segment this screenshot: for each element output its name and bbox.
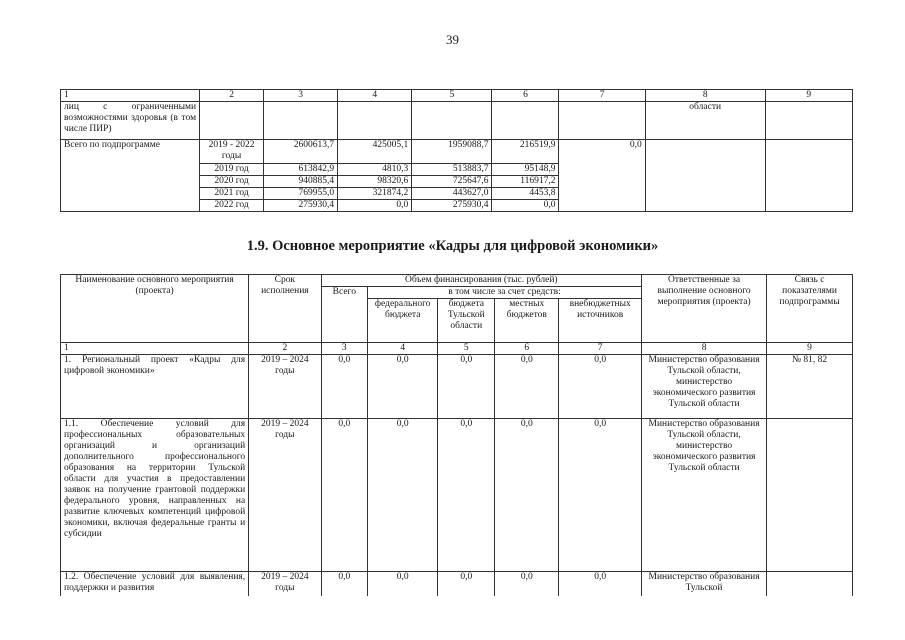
header-name: Наименование основного мероприятия (проекта) [61,275,249,343]
regional-cell: 725647,6 [412,176,492,188]
measure-name-cell: 1.2. Обеспечение условий для выявления, поддержки и развития [61,572,249,596]
federal-cell: 0,0 [368,572,438,596]
header-cell: 1 [61,90,200,102]
header-local: местных бюджетов [495,299,559,343]
header-total: Всего [321,287,368,343]
number-cell: 5 [438,343,495,355]
table-row [61,572,853,596]
extra-cell: 0,0 [559,355,642,419]
local-cell: 0,0 [495,572,559,596]
total-cell: 769955,0 [264,188,338,200]
total-cell: 2600613,7 [264,140,338,164]
empty-cell [200,102,264,140]
header-link: Связь с показателями подпрограммы [767,275,853,343]
number-cell: 2 [249,343,321,355]
header-cell: 7 [559,90,645,102]
responsible-cell: Министерство образования Тульской области, министерство экономического развития Тульской области [642,355,767,419]
total-cell: 613842,9 [264,164,338,176]
header-extra: внебюджетных источников [559,299,642,343]
total-cell: 0,0 [321,419,368,572]
measure-name-cell: 1.1. Обеспечение условий для профессиональных образовательных организаций и организаций дополнительного профессионального образования на территории Тульской области для участия в предоставлении заявок на получение грантовой поддержки федерального уровня, направленных на развитие ключевых компетенций цифровой экономики, включая федеральные гранты и субсидии [61,419,249,572]
federal-cell: 425005,1 [338,140,412,164]
regional-cell: 443627,0 [412,188,492,200]
total-cell: 940885,4 [264,176,338,188]
page-number: 39 [446,32,459,47]
extra-cell: 0,0 [559,140,645,212]
local-cell: 95148,9 [492,164,559,176]
total-cell: 0,0 [321,355,368,419]
header-cell: 5 [412,90,492,102]
link-cell: № 81, 82 [767,355,853,419]
number-cell: 1 [61,343,249,355]
empty-cell [645,140,765,212]
responsible-cell: области [645,102,765,140]
year-cell: 2021 год [200,188,264,200]
measures-table [60,274,853,596]
header-cell: 6 [492,90,559,102]
federal-cell: 0,0 [368,355,438,419]
number-cell: 3 [321,343,368,355]
header-cell: 8 [645,90,765,102]
empty-cell [765,140,852,212]
regional-cell: 0,0 [438,419,495,572]
federal-cell: 321874,2 [338,188,412,200]
number-cell: 4 [368,343,438,355]
table-row [61,355,853,419]
link-cell [767,572,853,596]
number-row [61,343,853,355]
period-cell: 2019 - 2022 годы [200,140,264,164]
period-cell: 2019 – 2024 годы [249,572,321,596]
regional-cell: 0,0 [438,355,495,419]
empty-cell [412,102,492,140]
number-cell: 7 [559,343,642,355]
year-cell: 2020 год [200,176,264,188]
header-regional: бюджета Тульской области [438,299,495,343]
table-row [61,419,853,572]
responsible-cell: Министерство образования Тульской [642,572,767,596]
local-cell: 0,0 [492,200,559,212]
empty-cell [338,102,412,140]
empty-cell [559,102,645,140]
header-including: в том числе за счет средств: [368,287,642,299]
empty-cell [264,102,338,140]
header-row [61,275,853,287]
header-cell: 3 [264,90,338,102]
regional-cell: 1959088,7 [412,140,492,164]
header-responsible: Ответственные за выполнение основного мероприятия (проекта) [642,275,767,343]
period-cell: 2019 – 2024 годы [249,355,321,419]
row-name-cell: лиц с ограниченными возможностями здоровья (в том числе ПИР) [61,102,200,140]
federal-cell: 0,0 [338,200,412,212]
federal-cell: 98320,6 [338,176,412,188]
table-header-row [61,90,853,102]
section-title: 1.9. Основное мероприятие «Кадры для цифровой экономики» [246,238,659,254]
local-cell: 4453,8 [492,188,559,200]
local-cell: 216519,9 [492,140,559,164]
regional-cell: 513883,7 [412,164,492,176]
extra-cell: 0,0 [559,419,642,572]
total-cell: 0,0 [321,572,368,596]
total-cell: 275930,4 [264,200,338,212]
header-volume: Объем финансирования (тыс. рублей) [321,275,641,287]
measure-name-cell: 1. Региональный проект «Кадры для цифровой экономики» [61,355,249,419]
regional-cell: 0,0 [438,572,495,596]
header-cell: 9 [765,90,852,102]
number-cell: 6 [495,343,559,355]
responsible-cell: Министерство образования Тульской области, министерство экономического развития Тульской области [642,419,767,572]
empty-cell [492,102,559,140]
number-cell: 9 [767,343,853,355]
local-cell: 0,0 [495,355,559,419]
local-cell: 0,0 [495,419,559,572]
year-cell: 2019 год [200,164,264,176]
total-name-cell: Всего по подпрограмме [61,140,200,212]
header-federal: федерального бюджета [368,299,438,343]
federal-cell: 0,0 [368,419,438,572]
year-cell: 2022 год [200,200,264,212]
period-cell: 2019 – 2024 годы [249,419,321,572]
local-cell: 116917,2 [492,176,559,188]
number-cell: 8 [642,343,767,355]
table-row-total [61,140,853,164]
table-row [61,102,853,140]
regional-cell: 275930,4 [412,200,492,212]
federal-cell: 4810,3 [338,164,412,176]
subprogram-table [60,89,853,212]
header-period: Срок исполнения [249,275,321,343]
extra-cell: 0,0 [559,572,642,596]
link-cell [767,419,853,572]
empty-cell [765,102,852,140]
header-cell: 4 [338,90,412,102]
header-cell: 2 [200,90,264,102]
